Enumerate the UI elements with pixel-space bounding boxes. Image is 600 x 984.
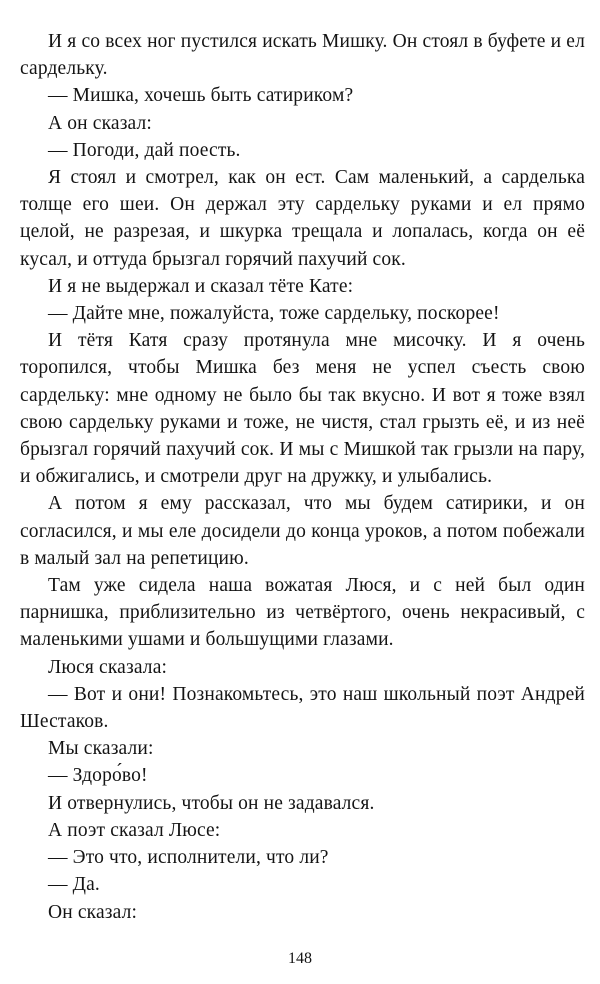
page-number: 148 [288, 950, 312, 967]
paragraph: — Вот и они! Познакомьтесь, это наш школьный поэт Андрей Шестаков. [20, 683, 585, 733]
paragraph: Люся сказала: [48, 656, 168, 678]
page-body [20, 28, 585, 926]
paragraph: — Мишка, хочешь быть сатириком? [48, 85, 354, 107]
paragraph: И я со всех ног пустился искать Мишку. Он стоял в буфете и ел сардельку. [20, 31, 585, 80]
paragraph: А потом я ему рассказал, что мы будем сатирики, и он согласился, и мы еле досидели до конца уроков, а потом побежали в малый зал на репетицию. [20, 493, 585, 569]
paragraph: — Дайте мне, пожалуйста, тоже сардельку, поскорее! [48, 303, 500, 325]
paragraph: Там уже сидела наша вожатая Люся, и с ней был один парнишка, приблизительно из четвёртого, очень некрасивый, с маленькими ушами и большущими глазами. [20, 575, 585, 651]
paragraph: И я не выдержал и сказал тёте Кате: [48, 275, 354, 297]
paragraph: И тётя Катя сразу протянула мне мисочку. И я очень торопился, чтобы Мишка без меня не успел съесть свою сардельку: мне одному не было бы так вкусно. И вот я тоже взял свою сардельку руками и тоже, не чистя, стал грызть её, и из неё брызгал горячий пахучий сок. И мы с Мишкой так грызли на пару, и обжигались, и смотрели друг на дружку, и улыбались. [20, 330, 585, 488]
paragraph: И отвернулись, чтобы он не задавался. [48, 792, 375, 814]
paragraph: А поэт сказал Люсе: [48, 819, 221, 841]
paragraph: Я стоял и смотрел, как он ест. Сам маленький, а сарделька толще его шеи. Он держал эту сардельку руками и ел прямо целой, не разрезая, и шкурка трещала и лопалась, когда он её кусал, и оттуда брызгал горячий пахучий сок. [20, 167, 585, 270]
paragraph: — Погоди, дай поесть. [48, 139, 241, 161]
paragraph: — Здоро́во! [48, 765, 148, 787]
paragraph: — Это что, исполнители, что ли? [48, 847, 329, 869]
paragraph: Он сказал: [48, 901, 138, 923]
paragraph: — Да. [48, 874, 100, 896]
paragraph: А он сказал: [48, 112, 152, 134]
paragraph: Мы сказали: [48, 738, 154, 760]
